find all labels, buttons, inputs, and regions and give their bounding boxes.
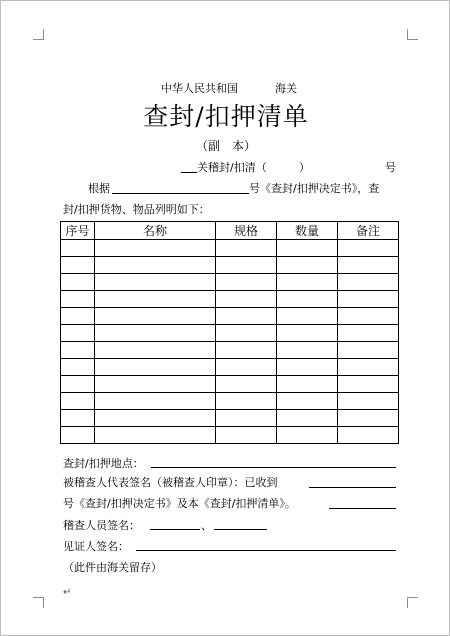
document-title: 查封/扣押清单 <box>143 102 309 131</box>
location-label: 查封/扣押地点： <box>63 457 144 470</box>
witness-label: 见证人签名： <box>63 540 129 553</box>
table-row <box>61 359 399 376</box>
cell-name[interactable] <box>95 427 216 444</box>
cell-name[interactable] <box>95 325 216 342</box>
table-row <box>61 410 399 427</box>
doc-number-suffix: ） <box>299 161 310 174</box>
cell-spec[interactable] <box>216 393 277 410</box>
retention-note: （此件由海关留存） <box>63 561 162 574</box>
table-row <box>61 257 399 274</box>
cell-spec[interactable] <box>216 359 277 376</box>
cell-serial[interactable] <box>61 274 95 291</box>
cell-quantity[interactable] <box>277 325 338 342</box>
cell-serial[interactable] <box>61 427 95 444</box>
cell-quantity[interactable] <box>277 427 338 444</box>
table-header-row <box>61 222 399 240</box>
table-row <box>61 274 399 291</box>
witness-field[interactable] <box>136 550 396 551</box>
cell-remarks[interactable] <box>338 257 399 274</box>
cell-serial[interactable] <box>61 308 95 325</box>
cell-serial[interactable] <box>61 376 95 393</box>
cell-quantity[interactable] <box>277 240 338 257</box>
cell-spec[interactable] <box>216 274 277 291</box>
cell-serial[interactable] <box>61 359 95 376</box>
cell-remarks[interactable] <box>338 274 399 291</box>
cell-serial[interactable] <box>61 291 95 308</box>
cell-quantity[interactable] <box>277 291 338 308</box>
items-table <box>60 221 399 444</box>
col-header-spec: 规格 <box>216 222 277 240</box>
cell-serial[interactable] <box>61 410 95 427</box>
doc-number-prefix: 关稽封/扣清（ <box>197 161 267 174</box>
col-header-remarks: 备注 <box>338 222 399 240</box>
cell-serial[interactable] <box>61 257 95 274</box>
cell-name[interactable] <box>95 291 216 308</box>
basis-ref-text: 号《查封/扣押决定书》，查 <box>249 182 380 195</box>
cell-spec[interactable] <box>216 308 277 325</box>
margin-corner-bottom-left <box>33 597 44 608</box>
cell-remarks[interactable] <box>338 359 399 376</box>
header-customs: 海关 <box>275 82 297 95</box>
inspector-label: 稽查人员签名： <box>63 519 140 532</box>
cell-remarks[interactable] <box>338 427 399 444</box>
inspector-2-field[interactable] <box>214 529 267 530</box>
cell-quantity[interactable] <box>277 342 338 359</box>
margin-corner-top-left <box>33 29 44 40</box>
margin-corner-top-right <box>407 29 418 40</box>
col-header-serial: 序号 <box>61 222 95 240</box>
cell-serial[interactable] <box>61 393 95 410</box>
cell-spec[interactable] <box>216 427 277 444</box>
rep-sign-field[interactable] <box>309 487 396 488</box>
cell-spec[interactable] <box>216 291 277 308</box>
doc-number-hao: 号 <box>385 161 396 174</box>
received-text: 号《查封/扣押决定书》及本《查封/扣押清单》。 <box>63 497 296 510</box>
cell-spec[interactable] <box>216 257 277 274</box>
table-row <box>61 376 399 393</box>
table-row <box>61 427 399 444</box>
cell-quantity[interactable] <box>277 410 338 427</box>
col-header-name: 名称 <box>95 222 216 240</box>
cell-quantity[interactable] <box>277 257 338 274</box>
cell-serial[interactable] <box>61 342 95 359</box>
cell-remarks[interactable] <box>338 291 399 308</box>
table-row <box>61 393 399 410</box>
paragraph-mark: ↵ <box>63 587 72 598</box>
cell-quantity[interactable] <box>277 376 338 393</box>
rep-sign-label: 被稽查人代表签名（被稽查人印章）：已收到 <box>63 476 278 489</box>
location-field[interactable] <box>151 467 396 468</box>
cell-spec[interactable] <box>216 410 277 427</box>
table-row <box>61 325 399 342</box>
cell-serial[interactable] <box>61 240 95 257</box>
cell-spec[interactable] <box>216 342 277 359</box>
inspector-separator: 、 <box>201 519 212 532</box>
cell-name[interactable] <box>95 308 216 325</box>
table-row <box>61 308 399 325</box>
inspector-1-field[interactable] <box>150 529 200 530</box>
cell-name[interactable] <box>95 410 216 427</box>
copy-label: （副 本） <box>195 139 256 153</box>
cell-name[interactable] <box>95 376 216 393</box>
header-country: 中华人民共和国 <box>161 82 238 95</box>
cell-name[interactable] <box>95 257 216 274</box>
cell-quantity[interactable] <box>277 393 338 410</box>
cell-remarks[interactable] <box>338 393 399 410</box>
basis-line2: 封/扣押货物、物品列明如下： <box>63 203 210 216</box>
cell-spec[interactable] <box>216 325 277 342</box>
col-header-quantity: 数量 <box>277 222 338 240</box>
cell-remarks[interactable] <box>338 240 399 257</box>
cell-remarks[interactable] <box>338 342 399 359</box>
cell-remarks[interactable] <box>338 308 399 325</box>
table-row <box>61 342 399 359</box>
cell-name[interactable] <box>95 359 216 376</box>
cell-spec[interactable] <box>216 376 277 393</box>
cell-remarks[interactable] <box>338 325 399 342</box>
cell-name[interactable] <box>95 240 216 257</box>
cell-remarks[interactable] <box>338 376 399 393</box>
table-row <box>61 291 399 308</box>
cell-spec[interactable] <box>216 240 277 257</box>
cell-name[interactable] <box>95 342 216 359</box>
basis-ref-blank <box>112 193 249 194</box>
doc-number-blank <box>181 172 197 173</box>
cell-name[interactable] <box>95 274 216 291</box>
cell-quantity[interactable] <box>277 359 338 376</box>
basis-according: 根据 <box>88 182 110 195</box>
cell-quantity[interactable] <box>277 308 338 325</box>
cell-quantity[interactable] <box>277 274 338 291</box>
table-row <box>61 240 399 257</box>
cell-name[interactable] <box>95 393 216 410</box>
cell-remarks[interactable] <box>338 410 399 427</box>
cell-serial[interactable] <box>61 325 95 342</box>
margin-corner-bottom-right <box>407 597 418 608</box>
received-number-field[interactable] <box>329 508 396 509</box>
